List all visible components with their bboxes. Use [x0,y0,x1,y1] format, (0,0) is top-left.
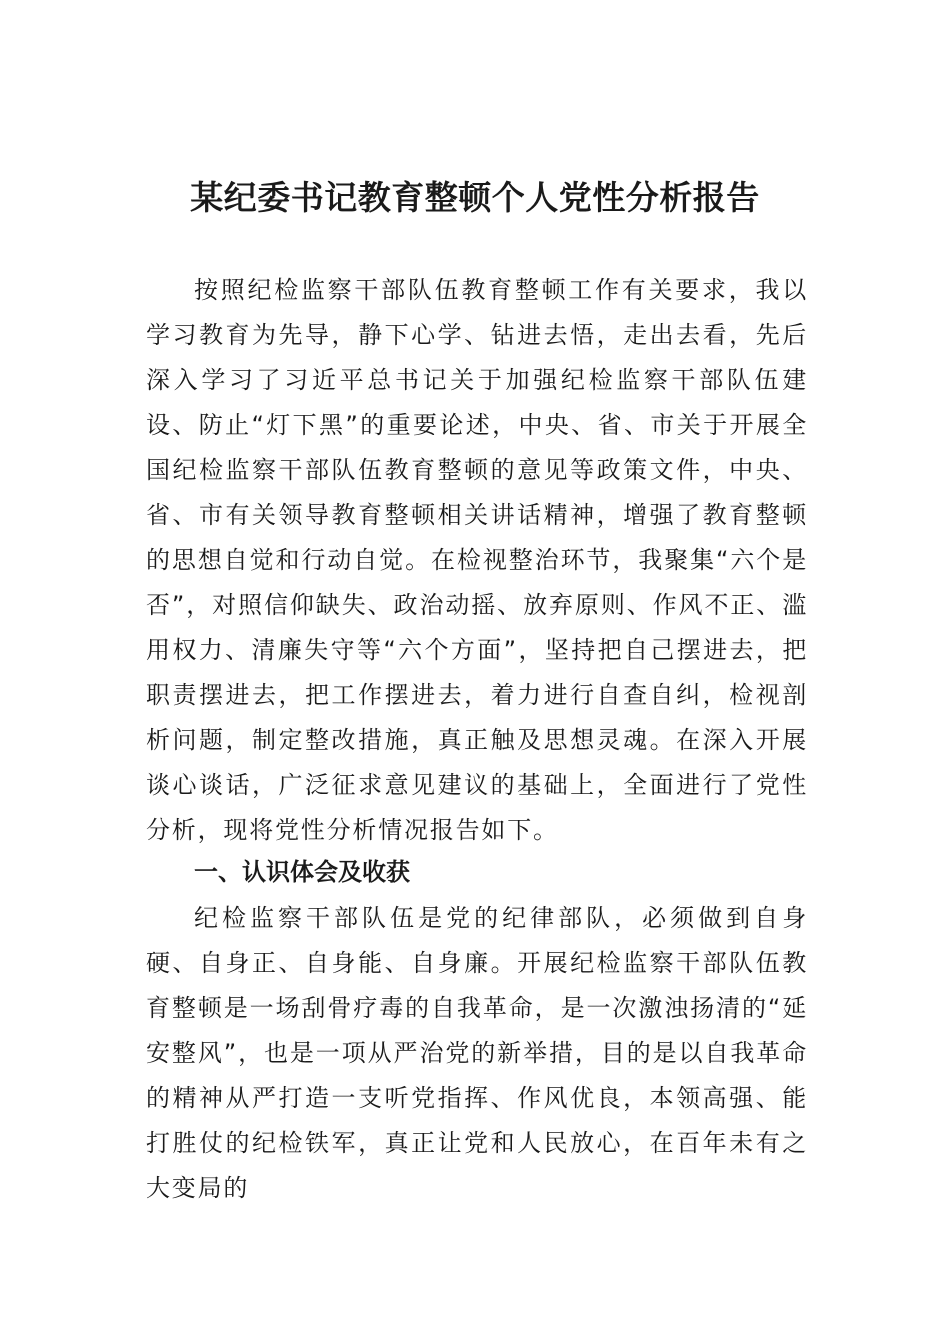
section-heading: 一、认识体会及收获 [194,858,410,886]
document-title: 某纪委书记教育整顿个人党性分析报告 [190,178,760,217]
intro-paragraph: 按照纪检监察干部队伍教育整顿工作有关要求，我以学习教育为先导，静下心学、钻进去悟，走出去看，先后深入学习了习近平总书记关于加强纪检监察干部队伍建设、防止“灯下黑”的重要论述，中央、省、市关于开展全国纪检监察干部队伍教育整顿的意见等政策文件，中央、省、市有关领导教育整顿相关讲话精神，增强了教育整顿的思想自觉和行动自觉。在检视整治环节，我聚集“六个是否”，对照信仰缺失、政治动摇、放弃原则、作风不正、滥用权力、清廉失守等“六个方面”，坚持把自己摆进去，把职责摆进去，把工作摆进去，着力进行自查自纠，检视剖析问题，制定整改措施，真正触及思想灵魂。在深入开展谈心谈话，广泛征求意见建议的基础上，全面进行了党性分析，现将党性分析情况报告如下。 [146,276,808,844]
section-paragraph: 纪检监察干部队伍是党的纪律部队，必须做到自身硬、自身正、自身能、自身廉。开展纪检监察干部队伍教育整顿是一场刮骨疗毒的自我革命，是一次激浊扬清的“延安整风”，也是一项从严治党的新举措，目的是以自我革命的精神从严打造一支听党指挥、作风优良，本领高强、能打胜仗的纪检铁军，真正让党和人民放心，在百年未有之大变局的 [146,904,808,1202]
